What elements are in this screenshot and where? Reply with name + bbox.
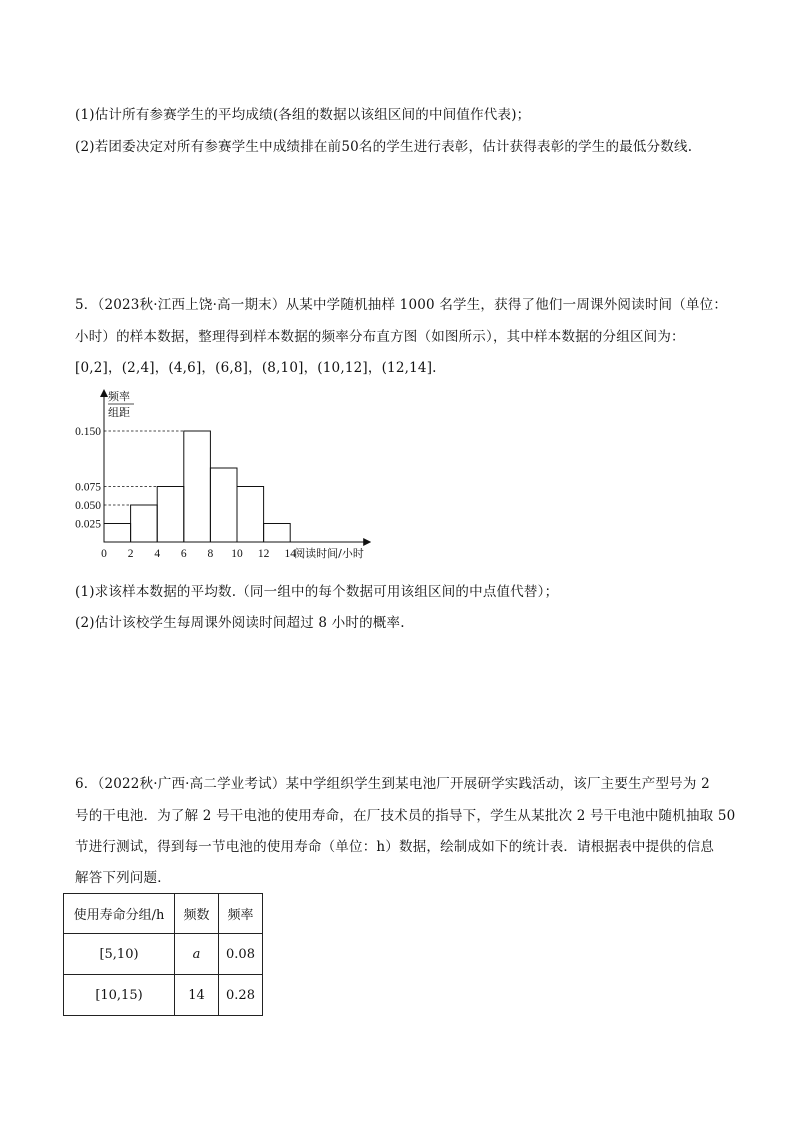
table-cell: [10,15) [64,975,175,1016]
histogram-bar [264,524,291,543]
table-header-cell: 频数 [175,894,219,934]
table-cell: [5,10) [64,934,175,975]
frequency-histogram [68,384,398,566]
q6-stem-line3: 节进行测试，得到每一节电池的使用寿命（单位：h）数据，绘制成如下的统计表．请根据表中提供的信息 [75,839,715,855]
y-axis-label-top: 频率 [108,390,130,403]
x-tick-label: 8 [207,548,214,560]
x-tick-label: 12 [257,548,270,560]
histogram-bar [184,431,211,542]
x-tick-label: 2 [127,548,134,560]
table-cell: 14 [175,975,219,1016]
x-tick-label: 6 [180,548,187,560]
x-tick-label: 0 [101,548,107,560]
histogram-bar [131,505,158,542]
table-header-row [64,894,263,934]
q6-stem-line4: 解答下列问题． [75,870,171,886]
histogram-bar [237,487,264,543]
q5-part2: (2)估计该校学生每周课外阅读时间超过 8 小时的概率. [75,615,405,631]
table-row [64,975,263,1016]
q5-part1: (1)求该样本数据的平均数.（同一组中的每个数据可用该组区间的中点值代替）； [75,584,559,600]
y-tick-label: 0.150 [75,426,101,438]
x-tick-label: 4 [154,548,161,560]
histogram-bar [157,487,184,543]
y-axis-label-bottom: 组距 [108,406,130,419]
q5-stem-line1: 5．（2023秋·江西上饶·高一期末）从某中学随机抽样 1000 名学生，获得了他们一周课外阅读时间（单位： [75,297,728,313]
table-cell: 0.08 [219,934,263,975]
x-tick-label: 14 [284,548,296,560]
y-tick-label: 0.050 [75,500,101,512]
q5-intervals: [0,2]，(2,4]，(4,6]，(6,8]，(8,10]，(10,12]，(12,14]. [75,360,437,376]
q6-stem-line1: 6．（2022秋·广西·高二学业考试）某中学组织学生到某电池厂开展研学实践活动，该厂主要生产型号为 2 [75,776,710,792]
q4-part1: (1)估计所有参赛学生的平均成绩(各组的数据以该组区间的中间值作代表)； [75,107,531,123]
q4-part2: (2)若团委决定对所有参赛学生中成绩排在前50名的学生进行表彰，估计获得表彰的学生的最低分数线. [75,139,693,155]
battery-life-table [63,893,263,1016]
table-row [64,934,263,975]
table-header-cell: 使用寿命分组/h [64,894,175,934]
table-header-cell: 频率 [219,894,263,934]
y-tick-label: 0.025 [75,518,101,531]
x-axis-label: 阅读时间/小时 [294,547,364,560]
q5-stem-line2: 小时）的样本数据，整理得到样本数据的频率分布直方图（如图所示），其中样本数据的分组区间为： [75,329,685,345]
x-tick-label: 10 [231,548,243,560]
histogram-bar [104,524,131,543]
y-tick-label: 0.075 [75,481,101,494]
table-cell: 0.28 [219,975,263,1016]
q6-stem-line2: 号的干电池．为了解 2 号干电池的使用寿命，在厂技术员的指导下，学生从某批次 2 号干电池中随机抽取 50 [75,808,736,824]
table-cell: a [175,934,219,975]
histogram-bar [210,468,237,542]
